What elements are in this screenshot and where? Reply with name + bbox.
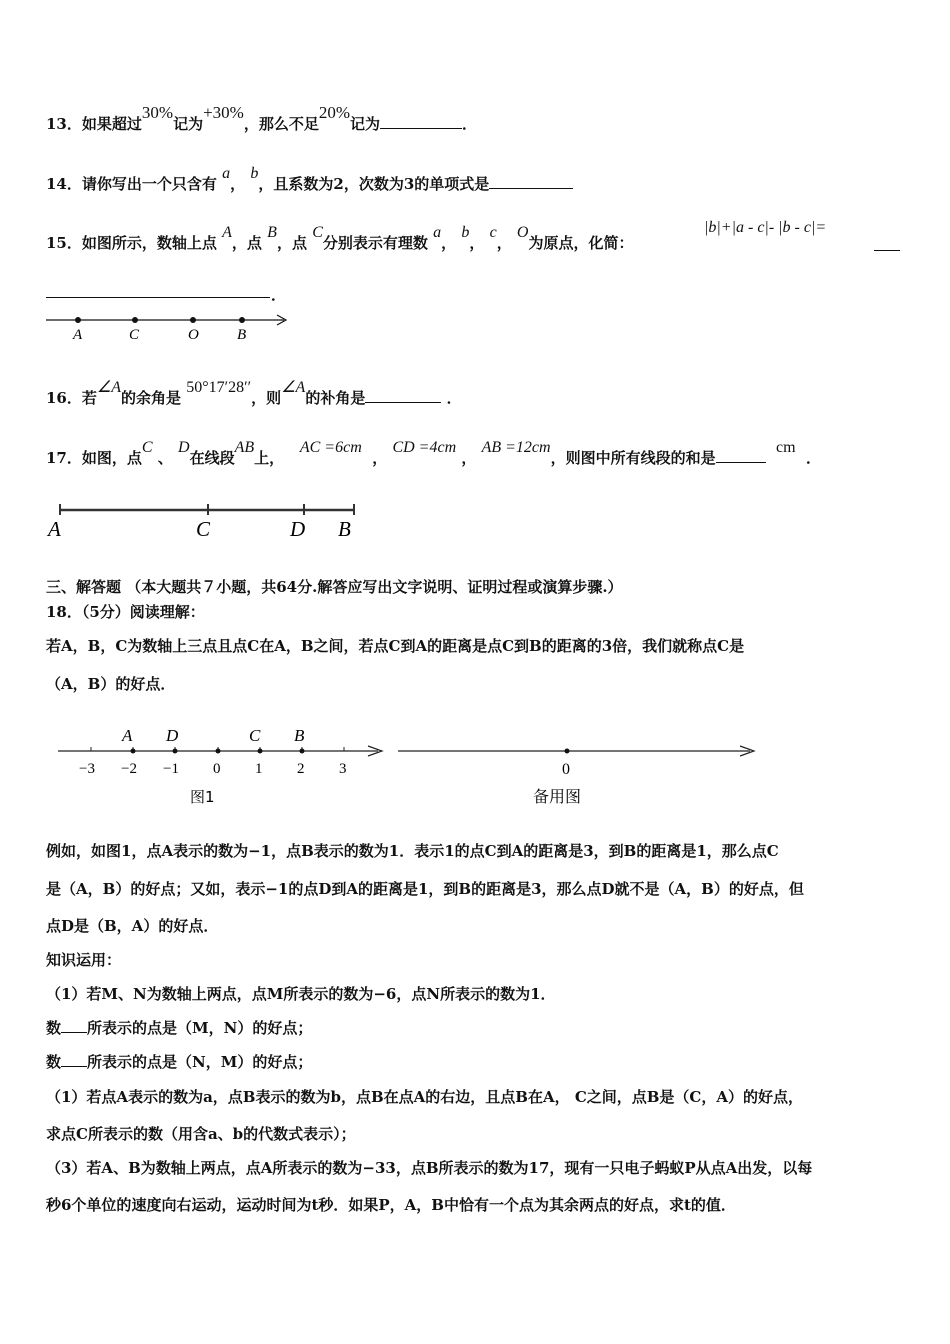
q18-para-2c: 点D是（B，A）的好点． bbox=[46, 917, 219, 935]
q18-para-2b: 是（A，B）的好点；又如，表示−1的点D到A的距离是1，到B的距离是3，那么点D就不是（A，B）的好点，但 bbox=[46, 880, 804, 898]
q17-number: 17． bbox=[46, 449, 82, 467]
q18-sub-3b: 秒6个单位的速度向右运动，运动时间为t秒．如果P，A，B中恰有一个点为其余两点的好点，求t的值． bbox=[46, 1196, 736, 1214]
fig2-caption: 备用图 bbox=[533, 787, 582, 806]
q15-text-3: ，点 bbox=[276, 234, 307, 252]
q13-text-2: 记为 bbox=[173, 115, 204, 133]
q15-math-A: A bbox=[222, 224, 232, 241]
q17-unit: cm bbox=[776, 439, 796, 456]
q14-text-2: ，且系数为2，次数为3的单项式是 bbox=[258, 175, 490, 193]
q14-math-b: b bbox=[250, 165, 259, 182]
q17-math-AB-len: AB =12cm bbox=[481, 439, 551, 456]
q15-text-4: 分别表示有理数 bbox=[322, 234, 428, 252]
q18-para-1a: 若A，B，C为数轴上三点且点C在A，B之间，若点C到A的距离是点C到B的距离的3倍，我们就称点C是 bbox=[46, 637, 745, 655]
fig1-tick-label--3: −3 bbox=[79, 761, 95, 777]
q15-label-B: B bbox=[237, 327, 247, 343]
question-15: 15．如图所示，数轴上点 A，点 B，点 C分别表示有理数 a， b， c， O为原点，化简： bbox=[46, 224, 634, 252]
q16-end: ． bbox=[446, 389, 462, 407]
q18-sub-1b bbox=[46, 1052, 312, 1072]
q18-sub-1b-pre: 数 bbox=[46, 1053, 62, 1071]
question-17: 17．如图，点C 、 D在线段AB上， AC =6cm ， CD =4cm ， AB =12cm，则图中所有线段的和是 cm ． bbox=[46, 439, 822, 467]
q15-label-C: C bbox=[129, 327, 140, 343]
q15-expression: |b|+|a - c|- |b - c|= bbox=[704, 219, 827, 236]
fig1-point-A bbox=[131, 749, 136, 754]
q17-answer-blank bbox=[716, 448, 766, 463]
fig1-point-O bbox=[216, 749, 221, 754]
q17-math-CD: CD =4cm bbox=[392, 439, 457, 456]
fig1-point-D bbox=[173, 749, 178, 754]
q18-sub-2b: 求点C所表示的数（用含a、b的代数式表示）； bbox=[46, 1125, 356, 1143]
q13-math-3: 20% bbox=[318, 103, 351, 122]
q17-label-A: A bbox=[48, 517, 61, 541]
q16-number: 16． bbox=[46, 389, 82, 407]
q15-math-B: B bbox=[267, 224, 277, 241]
q15-label-O: O bbox=[188, 327, 199, 343]
q15-math-a: a bbox=[433, 224, 442, 241]
fig1-label-B: B bbox=[294, 726, 305, 745]
q18-sub-1a-blank bbox=[61, 1018, 87, 1033]
q15-number-line bbox=[40, 308, 300, 348]
q15-label-A: A bbox=[73, 327, 83, 343]
q18-sub-1a-post: 所表示的点是（M，N）的好点； bbox=[87, 1019, 313, 1037]
q18-para-1b: （A，B）的好点． bbox=[46, 675, 176, 693]
q14-math-a: a bbox=[222, 165, 231, 182]
fig1-tick-label-1: 1 bbox=[255, 761, 263, 777]
q18-para-2a: 例如，如图1，点A表示的数为−1，点B表示的数为1．表示1的点C到A的距离是3，到B的距离是1，那么点C bbox=[46, 842, 779, 860]
q18-sub-1b-blank bbox=[61, 1052, 87, 1067]
q16-text-2: 的余角是 bbox=[121, 389, 182, 407]
q15-answer-blank-2 bbox=[46, 283, 270, 298]
q17-math-AC: AC =6cm bbox=[299, 439, 362, 456]
fig1-label-C: C bbox=[249, 726, 261, 745]
q13-text-4: 记为 bbox=[350, 115, 381, 133]
q15-point-A bbox=[75, 317, 81, 323]
fig2-origin bbox=[565, 749, 570, 754]
q15-end: ． bbox=[271, 288, 287, 304]
question-14 bbox=[46, 165, 573, 195]
q18-spare-figure bbox=[394, 722, 760, 808]
q17-end: ． bbox=[806, 449, 822, 467]
q18-sub-1a bbox=[46, 1018, 312, 1038]
fig1-caption: 图1 bbox=[190, 788, 215, 806]
q15-text-1: 如图所示，数轴上点 bbox=[81, 234, 217, 252]
q13-math-1: 30% bbox=[141, 103, 174, 122]
q15-number: 15． bbox=[46, 234, 82, 252]
q15-math-c: c bbox=[489, 224, 497, 241]
fig1-tick-label-0: 0 bbox=[213, 761, 221, 777]
q18-sub-1b-post: 所表示的点是（N，M）的好点； bbox=[87, 1053, 313, 1071]
q14-number: 14． bbox=[46, 175, 82, 193]
fig1-tick-label--2: −2 bbox=[121, 761, 137, 777]
q14-answer-blank bbox=[489, 174, 573, 189]
q15-point-C bbox=[132, 317, 138, 323]
section-3-heading: 三、解答题 （本大题共７小题，共64分.解答应写出文字说明、证明过程或演算步骤.） bbox=[46, 578, 623, 596]
q16-math-angle: ∠A bbox=[96, 379, 122, 396]
q15-math-C: C bbox=[312, 224, 323, 241]
q13-math-2: +30% bbox=[203, 103, 244, 122]
q17-text-4: ，则图中所有线段的和是 bbox=[550, 449, 716, 467]
q17-label-C: C bbox=[196, 517, 211, 541]
q13-text-1: 如果超过 bbox=[81, 115, 142, 133]
question-13 bbox=[46, 103, 478, 134]
q17-sep: 、 bbox=[157, 449, 173, 467]
fig1-tick-label--1: −1 bbox=[163, 761, 179, 777]
q14-sep: ， bbox=[230, 175, 246, 193]
fig1-point-C bbox=[258, 749, 263, 754]
fig2-zero-label: 0 bbox=[562, 761, 570, 778]
q15-point-B bbox=[239, 317, 245, 323]
q15-math-O: O bbox=[516, 224, 529, 241]
q17-text-1: 如图，点 bbox=[81, 449, 142, 467]
q17-label-B: B bbox=[338, 517, 351, 541]
q17-text-2: 在线段 bbox=[189, 449, 235, 467]
q14-text-1: 请你写出一个只含有 bbox=[81, 175, 217, 193]
q15-math-b: b bbox=[461, 224, 470, 241]
fig1-tick-label-3: 3 bbox=[339, 761, 347, 777]
q13-end: ． bbox=[462, 115, 478, 133]
q15-text-2: ，点 bbox=[231, 234, 262, 252]
q18-title: 18．（5分）阅读理解： bbox=[46, 603, 205, 621]
q16-text-3: ，则 bbox=[251, 389, 282, 407]
q18-sub-2a: （1）若点A表示的数为a，点B表示的数为b，点B在点A的右边，且点B在A， C之间，点B是（C，A）的好点， bbox=[46, 1088, 804, 1106]
q17-math-AB: AB bbox=[234, 439, 255, 456]
q17-segment-figure bbox=[44, 498, 364, 544]
q18-sub-3a: （3）若A、B为数轴上两点，点A所表示的数为−33，点B所表示的数为17，现有一只电子蚂蚁P从点A出发，以每 bbox=[46, 1159, 813, 1177]
q15-point-O bbox=[190, 317, 196, 323]
q18-sub-1a-pre: 数 bbox=[46, 1019, 62, 1037]
q18-sub-1: （1）若M、N为数轴上两点，点M所表示的数为−6，点N所表示的数为1． bbox=[46, 985, 556, 1003]
q16-text-4: 的补角是 bbox=[305, 389, 366, 407]
fig1-label-A: A bbox=[122, 726, 133, 745]
q17-text-3: 上， bbox=[254, 449, 285, 467]
q13-answer-blank bbox=[380, 114, 462, 129]
fig1-point-B bbox=[300, 749, 305, 754]
q18-knowledge: 知识运用： bbox=[46, 951, 122, 969]
q15-answer-blank-1 bbox=[874, 236, 900, 251]
q16-answer-blank bbox=[365, 388, 441, 403]
q15-text-5: 为原点，化简： bbox=[528, 234, 634, 252]
q16-text-1: 若 bbox=[81, 389, 97, 407]
q17-math-D: D bbox=[178, 439, 190, 456]
fig1-tick-label-2: 2 bbox=[297, 761, 305, 777]
q17-label-D: D bbox=[290, 517, 306, 541]
q13-text-3: ，那么不足 bbox=[243, 115, 319, 133]
fig1-label-D: D bbox=[166, 726, 179, 745]
q13-number: 13． bbox=[46, 115, 82, 133]
q16-math-angle-2: ∠A bbox=[281, 379, 306, 396]
question-16 bbox=[46, 379, 462, 409]
q18-figure-1 bbox=[52, 722, 392, 808]
q17-math-C: C bbox=[141, 439, 153, 456]
q16-math-degree: 50°17′28′′ bbox=[186, 379, 252, 396]
